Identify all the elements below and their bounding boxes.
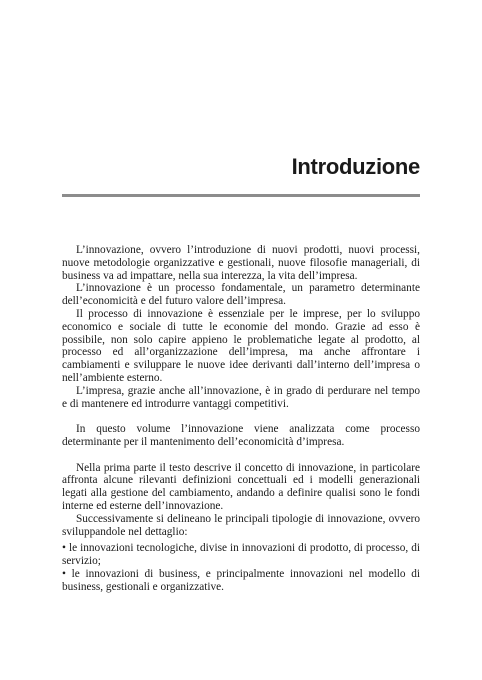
bullet-item: • le innovazioni tecnologiche, divise in innovazioni di prodotto, di processo, di servizio; (62, 542, 420, 568)
paragraph: Nella prima parte il testo descrive il concetto di innovazione, in particolare affronta alcune rilevanti definizioni concettuali ed i modelli generazionali legati alla gestione del cambiamento, andando a definire qualisi sono le fondi interne ed esterne dell’innovazione. (62, 461, 420, 512)
paragraph: Il processo di innovazione è essenziale per le imprese, per lo sviluppo economico e sociale di tutte le economie del mondo. Grazie ad esso è possibile, non solo capire appieno le problematiche legate al prodotto, al processo ed all’organizzazione dell’impresa, ma anche affrontare i cambiamenti e sviluppare le nuove idee derivanti dall’interno dell’impresa o nell’ambiente esterno. (62, 307, 420, 384)
paragraph: Successivamente si delineano le principali tipologie di innovazione, ovvero sviluppandole nel dettaglio: (62, 512, 420, 538)
title-rule (62, 194, 420, 197)
chapter-title: Introduzione (291, 154, 420, 179)
paragraph: L’innovazione, ovvero l’introduzione di nuovi prodotti, nuovi processi, nuove metodologie organizzative e gestionali, nuove filosofie manageriali, di business va ad impattare, nella sua interezza, la vita dell’impresa. (62, 244, 420, 282)
bullet-item: • le innovazioni di business, e principalmente innovazioni nel modello di business, gestionali e organizzative. (62, 567, 420, 593)
paragraph: In questo volume l’innovazione viene analizzata come processo determinante per il mantenimento dell’economicità d’impresa. (62, 423, 420, 448)
paragraph: L’innovazione è un processo fondamentale, un parametro determinante dell’economicità e del futuro valore dell’impresa. (62, 282, 420, 308)
body-text (62, 244, 420, 594)
paragraph: L’impresa, grazie anche all’innovazione, è in grado di perdurare nel tempo e di mantenere ed introdurre vantaggi competitivi. (62, 384, 420, 410)
